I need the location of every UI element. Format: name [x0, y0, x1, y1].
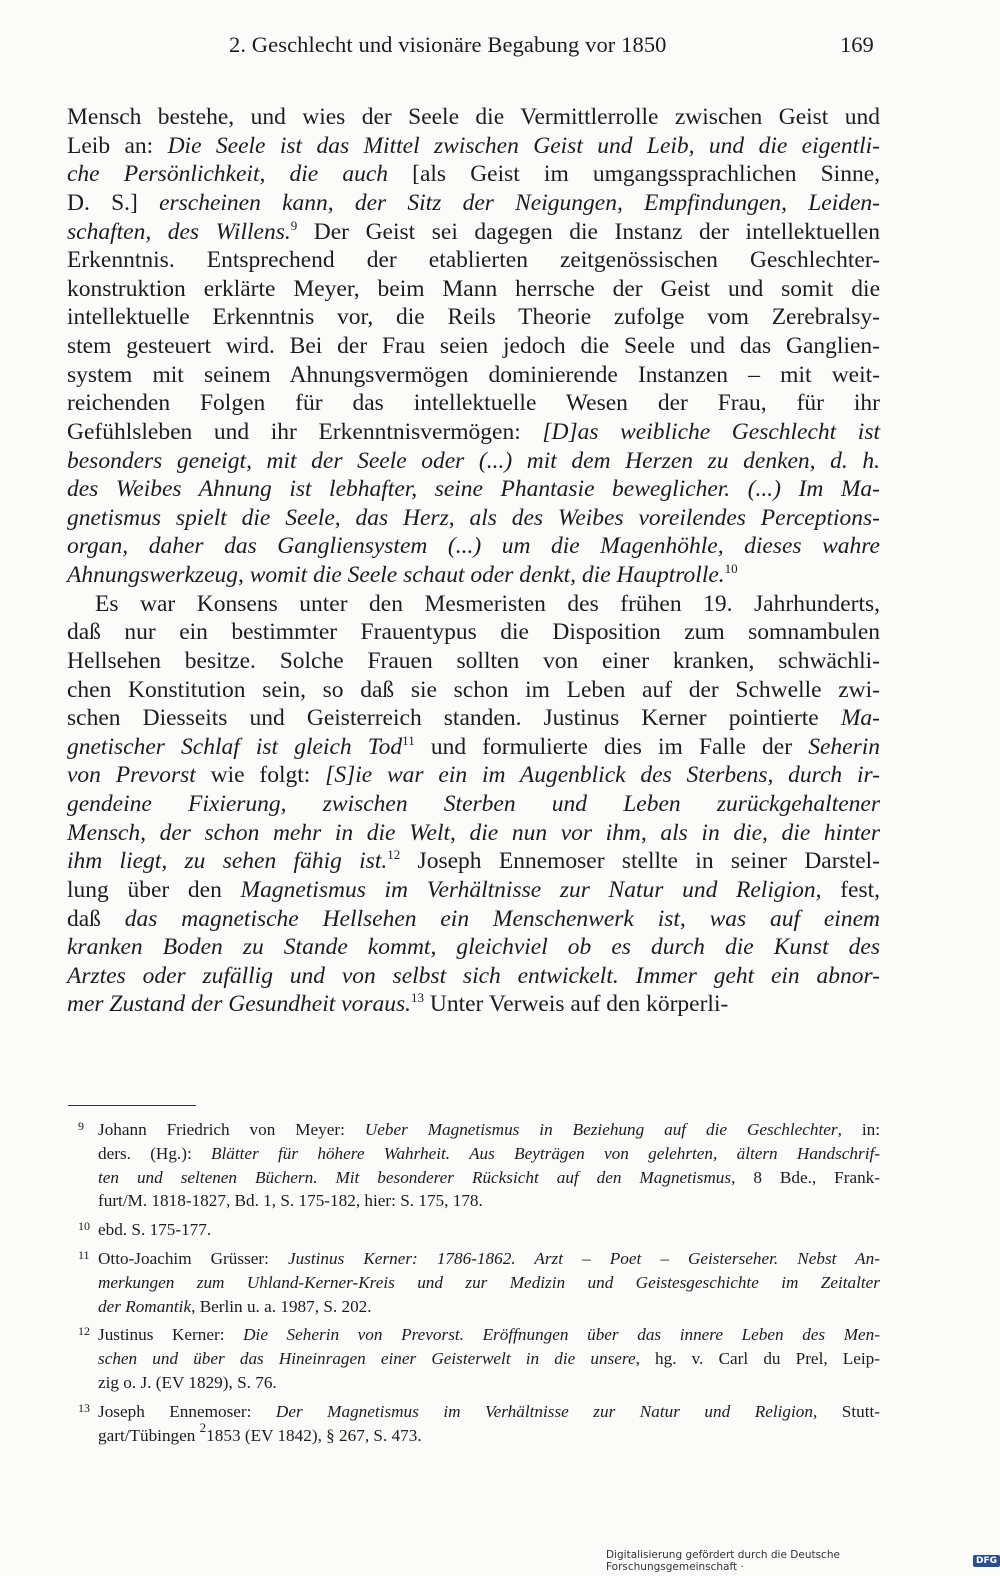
- text-run: konstruktion erklärte Meyer, beim Mann herrsche der Geist und somit die: [67, 275, 880, 302]
- text-run: ders. (Hg.):: [98, 1143, 212, 1163]
- footnote-line: [98, 1295, 880, 1319]
- footnote: [68, 1118, 880, 1213]
- text-line: [67, 275, 880, 304]
- italic-text: Magnetismus im Verhältnisse zur Natur und Religion,: [240, 876, 822, 903]
- footnote-line: [98, 1323, 880, 1347]
- body-text: [67, 103, 880, 1019]
- footnote: [68, 1247, 880, 1318]
- footnote-line: [98, 1189, 880, 1213]
- text-line: [67, 590, 880, 619]
- text-run: stem gesteuert wird. Bei der Frau seien jedoch die Seele und das Ganglien-: [67, 333, 880, 359]
- italic-text: von Prevorst: [67, 762, 196, 789]
- text-run: Der Geist sei dagegen die Instanz der intellektuellen: [297, 218, 880, 245]
- text-line: [67, 905, 880, 934]
- footnote-line: [98, 1419, 880, 1448]
- italic-text: gnetischer Schlaf ist gleich Tod: [67, 733, 403, 760]
- text-line: [67, 103, 880, 132]
- text-line: [67, 332, 880, 361]
- footnote-line: [98, 1218, 880, 1242]
- footnote-number: 9: [78, 1119, 84, 1133]
- text-line: [67, 704, 880, 733]
- footnote-number: 13: [78, 1400, 90, 1415]
- italic-text: [D]as weibliche Geschlecht ist: [542, 418, 880, 445]
- text-run: , Berlin u. a. 1987, S. 202.: [191, 1296, 372, 1316]
- text-run: intellektuelle Erkenntnis vor, die Reils Theorie zufolge vom Zerebralsy-: [67, 304, 880, 331]
- italic-text: Mensch, der schon mehr in die Welt, die nun vor ihm, als in die, die hinter: [67, 819, 880, 846]
- text-run: lung über den: [67, 876, 241, 903]
- text-run: Erkenntnis. Entsprechend der etablierten zeitgenössischen Geschlechter-: [67, 247, 880, 274]
- digitization-credit: [606, 1549, 1000, 1573]
- text-run: wie folgt:: [195, 762, 326, 789]
- text-run: Hellsehen besitze. Solche Frauen sollten von einer kranken, schwächli-: [67, 647, 880, 674]
- text-run: Es war Konsens unter den Mesmeristen des frühen 19. Jahrhunderts,: [95, 590, 880, 617]
- text-line: [67, 160, 880, 189]
- italic-text: schen und über das Hineinragen einer Geisterwelt in die unsere: [98, 1349, 636, 1369]
- footnote-marker: 11: [402, 732, 415, 748]
- text-line: [67, 532, 880, 561]
- footnotes: [68, 1118, 880, 1452]
- text-line: [67, 733, 880, 762]
- text-run: reichenden Folgen für das intellektuelle Wesen der Frau, für ihr: [67, 390, 880, 417]
- italic-text: Ma-: [840, 705, 880, 732]
- text-run: fest,: [821, 876, 881, 903]
- text-run: , hg. v. Carl du Prel, Leip-: [635, 1349, 880, 1369]
- text-run: daß: [67, 905, 125, 932]
- footnote: [68, 1323, 880, 1394]
- text-run: Gefühlsleben und ihr Erkenntnisvermögen:: [67, 418, 543, 445]
- text-run: furt/M. 1818-1827, Bd. 1, S. 175-182, hier: S. 175, 178.: [98, 1191, 483, 1211]
- italic-text: kranken Boden zu Stande kommt, gleichviel ob es durch die Kunst des: [67, 934, 880, 961]
- text-run: Unter Verweis auf den körperli-: [424, 991, 729, 1018]
- footnote-line: [98, 1271, 880, 1295]
- italic-text: Seherin: [808, 733, 880, 760]
- italic-text: Ahnungswerkzeug, womit die Seele schaut oder denkt, die Hauptrolle.: [67, 562, 725, 588]
- text-line: [67, 676, 880, 705]
- italic-text: Blätter für höhere Wahrheit. Aus Beyträgen von gelehrten, ältern Handschrif-: [211, 1143, 880, 1163]
- footnote-number: 12: [78, 1324, 90, 1339]
- text-run: chen Konstitution sein, so daß sie schon im Leben auf der Schwelle zwi-: [67, 676, 880, 703]
- italic-text: der Romantik: [98, 1296, 192, 1316]
- footnote-marker: 10: [724, 561, 738, 576]
- italic-text: schaften, des Willens.: [67, 218, 291, 245]
- italic-text: das magnetische Hellsehen ein Menschenwerk ist, was auf einem: [124, 905, 880, 932]
- text-run: , 8 Bde., Frank-: [731, 1167, 880, 1187]
- text-line: [67, 132, 880, 161]
- footnote-number: 10: [78, 1219, 90, 1234]
- text-line: [67, 618, 880, 647]
- text-run: , in:: [837, 1120, 880, 1139]
- footnote-marker: 2: [199, 1419, 207, 1435]
- footnote-line: [98, 1400, 880, 1424]
- footnote-marker: 12: [387, 847, 401, 863]
- text-line: [67, 790, 880, 819]
- footnote-number: 11: [78, 1247, 90, 1262]
- italic-text: Die Seele ist das Mittel zwischen Geist und Leib, und die eigentli-: [167, 132, 880, 159]
- digitization-note: Digitalisierung gefördert durch die Deutsche Forschungsgemeinschaft ·: [606, 1549, 840, 1573]
- footnote-line: [98, 1247, 880, 1271]
- italic-text: ten und seltenen Büchern. Mit besonderer Rücksicht auf den Magnetismus: [98, 1167, 732, 1187]
- italic-text: gendeine Fixierung, zwischen Sterben und Leben zurückgehaltener: [67, 791, 880, 817]
- italic-text: Ueber Magnetismus in Beziehung auf die Geschlechter: [364, 1120, 838, 1139]
- running-header: [0, 32, 1000, 62]
- text-line: [67, 504, 880, 533]
- italic-text: des Weibes Ahnung ist lebhafter, seine Phantasie beweglicher. (...) Im Ma-: [67, 476, 880, 503]
- text-line: [67, 361, 880, 390]
- text-line: [67, 218, 880, 247]
- text-line: [67, 246, 880, 275]
- italic-text: organ, daher das Gangliensystem (...) um die Magenhöhle, dieses wahre: [67, 533, 880, 560]
- italic-text: erscheinen kann, der Sitz der Neigungen, Empfindungen, Leiden-: [159, 189, 880, 216]
- running-title: 2. Geschlecht und visionäre Begabung vor 1850: [229, 32, 667, 57]
- text-run: system mit seinem Ahnungsvermögen dominierende Instanzen – mit weit-: [67, 361, 880, 388]
- italic-text: mer Zustand der Gesundheit voraus.: [67, 991, 411, 1018]
- text-line: [67, 990, 880, 1019]
- text-line: [67, 303, 880, 332]
- footnote-separator: [68, 1105, 196, 1106]
- text-line: [67, 447, 880, 476]
- footnote: [68, 1400, 880, 1448]
- text-line: [67, 189, 880, 218]
- dfg-logo: DFG: [973, 1555, 1000, 1567]
- text-run: [als Geist im umgangssprachlichen Sinne,: [388, 161, 880, 188]
- text-line: [67, 761, 880, 790]
- italic-text: ihm liegt, zu sehen fähig ist.: [67, 848, 388, 875]
- text-run: daß nur ein bestimmter Frauentypus die Disposition zum somnambulen: [67, 619, 880, 646]
- text-run: 1853 (EV 1842), § 267, S. 473.: [206, 1425, 422, 1445]
- page-number: 169: [840, 32, 874, 57]
- text-run: gart/Tübingen: [98, 1425, 200, 1445]
- italic-text: merkungen zum Uhland-Kerner-Kreis und zur Medizin und Geistesgeschichte im Zeitalter: [98, 1272, 880, 1292]
- text-run: ebd. S. 175-177.: [98, 1220, 212, 1240]
- italic-text: Die Seherin von Prevorst. Eröffnungen über das innere Leben des Men-: [243, 1325, 881, 1345]
- italic-text: Der Magnetismus im Verhältnisse zur Natur und Religion: [275, 1401, 813, 1421]
- italic-text: [S]ie war ein im Augenblick des Sterbens, durch ir-: [325, 762, 880, 789]
- text-line: [67, 647, 880, 676]
- text-line: [67, 418, 880, 447]
- footnote-line: [98, 1347, 880, 1371]
- italic-text: besonders geneigt, mit der Seele oder (...) mit dem Herzen zu denken, d. h.: [67, 447, 880, 474]
- text-run: Leib an:: [67, 132, 168, 159]
- text-line: [67, 475, 880, 504]
- text-run: zig o. J. (EV 1829), S. 76.: [98, 1372, 277, 1392]
- footnote-marker: 13: [411, 990, 424, 1006]
- italic-text: gnetismus spielt die Seele, das Herz, als des Weibes voreilendes Perceptions-: [67, 504, 880, 531]
- footnote-line: [98, 1166, 880, 1190]
- footnote: [68, 1218, 880, 1242]
- text-run: Joseph Ennemoser:: [98, 1401, 276, 1421]
- text-run: Joseph Ennemoser stellte in seiner Darstel-: [400, 848, 881, 875]
- italic-text: Justinus Kerner: 1786-1862. Arzt – Poet – Geisterseher. Nebst An-: [287, 1248, 880, 1268]
- text-line: [67, 962, 880, 991]
- italic-text: che Persönlichkeit, die auch: [67, 161, 388, 188]
- text-line: [67, 389, 880, 418]
- text-line: [67, 819, 880, 848]
- text-run: und formulierte dies im Falle der: [414, 733, 809, 760]
- text-run: Mensch bestehe, und wies der Seele die Vermittlerrolle zwischen Geist und: [67, 104, 880, 130]
- footnote-line: [98, 1118, 880, 1142]
- text-run: Justinus Kerner:: [98, 1325, 244, 1345]
- text-line: [67, 876, 880, 905]
- text-line: [67, 933, 880, 962]
- text-run: , Stutt-: [812, 1401, 880, 1421]
- text-run: Johann Friedrich von Meyer:: [98, 1120, 365, 1139]
- footnote-marker: 9: [290, 217, 298, 233]
- footnote-line: [98, 1142, 880, 1166]
- text-run: Otto-Joachim Grüsser:: [98, 1248, 288, 1268]
- text-run: schen Diesseits und Geisterreich standen. Justinus Kerner pointierte: [67, 705, 841, 732]
- text-line: [67, 561, 880, 590]
- text-run: D. S.]: [67, 189, 160, 216]
- italic-text: Arztes oder zufällig und von selbst sich entwickelt. Immer geht ein abnor-: [67, 962, 880, 989]
- text-line: [67, 847, 880, 876]
- footnote-line: [98, 1371, 880, 1395]
